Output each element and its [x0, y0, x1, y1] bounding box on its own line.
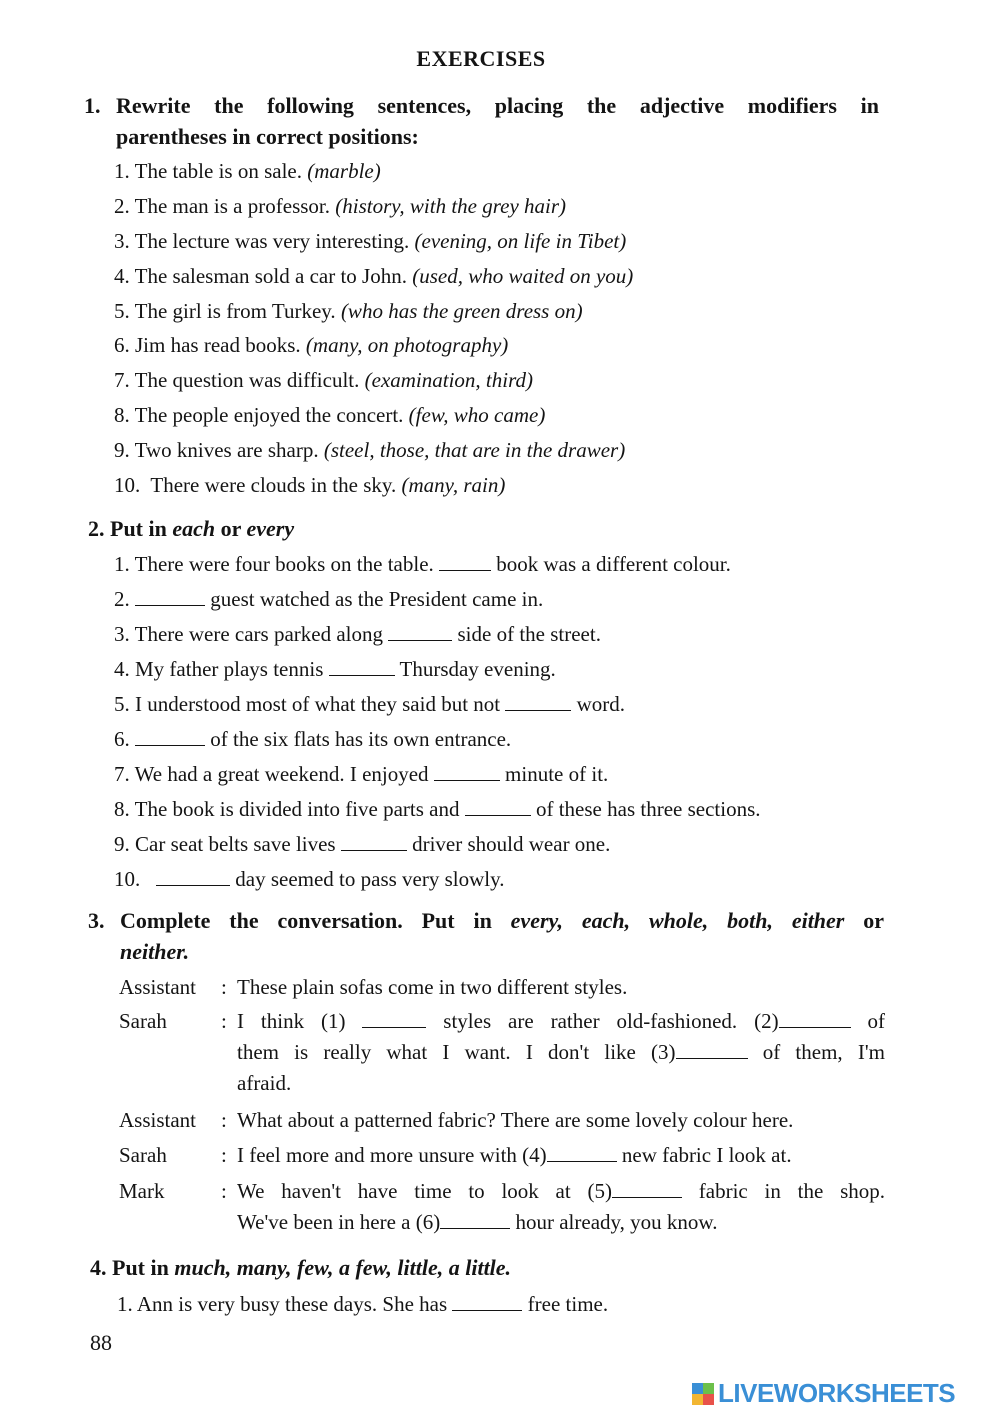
exercise-item: 9. Car seat belts save lives driver should wear one.	[114, 832, 611, 856]
dialogue-line: I feel more and more unsure with (4) new fabric I look at.	[237, 1143, 792, 1167]
exercise-item: 1. Ann is very busy these days. She has free time.	[117, 1292, 609, 1316]
speaker-label: Assistant	[119, 975, 197, 999]
answer-blank[interactable]	[440, 1210, 510, 1229]
liveworksheets-icon	[692, 1383, 714, 1405]
answer-blank[interactable]	[135, 727, 205, 746]
exercise-item: 2. guest watched as the President came in.	[114, 587, 544, 611]
exercise-item: 7. The question was difficult. (examination, third)	[114, 368, 533, 392]
speaker-label: Sarah	[119, 1143, 167, 1167]
exercise-item: 6. Jim has read books. (many, on photography)	[114, 333, 509, 357]
answer-blank[interactable]	[612, 1179, 682, 1198]
exercise-item: 2. The man is a professor. (history, with the grey hair)	[114, 194, 567, 218]
speaker-label: Assistant	[119, 1108, 197, 1132]
exercise-item: 3. The lecture was very interesting. (evening, on life in Tibet)	[114, 229, 627, 253]
section-1-heading	[84, 90, 884, 152]
exercise-item: 9. Two knives are sharp. (steel, those, that are in the drawer)	[114, 438, 626, 462]
answer-blank[interactable]	[434, 762, 500, 781]
exercise-item: 4. My father plays tennis Thursday evening.	[114, 657, 556, 681]
exercise-item: 1. There were four books on the table. book was a different colour.	[114, 552, 731, 576]
answer-blank[interactable]	[452, 1292, 522, 1311]
exercise-item: 7. We had a great weekend. I enjoyed minute of it.	[114, 762, 609, 786]
answer-blank[interactable]	[676, 1040, 748, 1059]
colon: :	[221, 1009, 227, 1033]
section-heading-line: parentheses in correct positions:	[116, 124, 419, 149]
dialogue-line: them is really what I want. I don't like (3) of them, I'm	[237, 1040, 885, 1064]
liveworksheets-wordmark: LIVEWORKSHEETS	[718, 1378, 956, 1408]
section-2-heading: 2. Put in each or every	[88, 516, 295, 541]
answer-blank[interactable]	[135, 587, 205, 606]
answer-blank[interactable]	[362, 1009, 426, 1028]
exercise-item: 10. There were clouds in the sky. (many, rain)	[114, 473, 506, 497]
answer-blank[interactable]	[341, 832, 407, 851]
exercise-item: 5. I understood most of what they said but not word.	[114, 692, 626, 716]
section-3-heading: 3. Complete the conversation. Put in every, each, whole, both, either or neither.	[88, 908, 885, 964]
speaker-label: Sarah	[119, 1009, 167, 1033]
section-4-heading: 4. Put in much, many, few, a few, little, a little.	[90, 1255, 512, 1280]
exercise-item: 3. There were cars parked along side of the street.	[114, 622, 601, 646]
exercise-item: 8. The book is divided into five parts and of these has three sections.	[114, 797, 761, 821]
page-title: EXERCISES	[416, 46, 546, 71]
liveworksheets-logo	[692, 1378, 955, 1409]
dialogue-line: We've been in here a (6) hour already, you know.	[237, 1210, 718, 1234]
answer-blank[interactable]	[439, 552, 491, 571]
dialogue-line: What about a patterned fabric? There are some lovely colour here.	[237, 1108, 794, 1132]
exercise-item: 5. The girl is from Turkey. (who has the green dress on)	[114, 299, 583, 323]
exercise-item: 1. The table is on sale. (marble)	[114, 159, 381, 183]
dialogue-line: I think (1) styles are rather old-fashioned. (2) of	[237, 1009, 885, 1033]
dialogue-line: afraid.	[237, 1071, 292, 1095]
exercise-item: 6. of the six flats has its own entrance.	[114, 727, 512, 751]
answer-blank[interactable]	[156, 867, 230, 886]
exercise-item: 10. day seemed to pass very slowly.	[114, 867, 505, 891]
exercise-item: 4. The salesman sold a car to John. (used, who waited on you)	[114, 264, 634, 288]
exercise-item: 8. The people enjoyed the concert. (few, who came)	[114, 403, 546, 427]
colon: :	[221, 1179, 227, 1203]
page-number: 88	[90, 1330, 112, 1355]
answer-blank[interactable]	[779, 1009, 851, 1028]
answer-blank[interactable]	[465, 797, 531, 816]
answer-blank[interactable]	[388, 622, 452, 641]
speaker-label: Mark	[119, 1179, 165, 1203]
section-number: 1.	[84, 93, 101, 118]
answer-blank[interactable]	[505, 692, 571, 711]
colon: :	[221, 1143, 227, 1167]
dialogue-line: We haven't have time to look at (5) fabric in the shop.	[237, 1179, 886, 1203]
dialogue-line: These plain sofas come in two different styles.	[237, 975, 628, 999]
answer-blank[interactable]	[329, 657, 395, 676]
answer-blank[interactable]	[547, 1143, 617, 1162]
section-heading-line: Rewrite the following sentences, placing the adjective modifiers in	[116, 93, 879, 118]
colon: :	[221, 975, 227, 999]
colon: :	[221, 1108, 227, 1132]
